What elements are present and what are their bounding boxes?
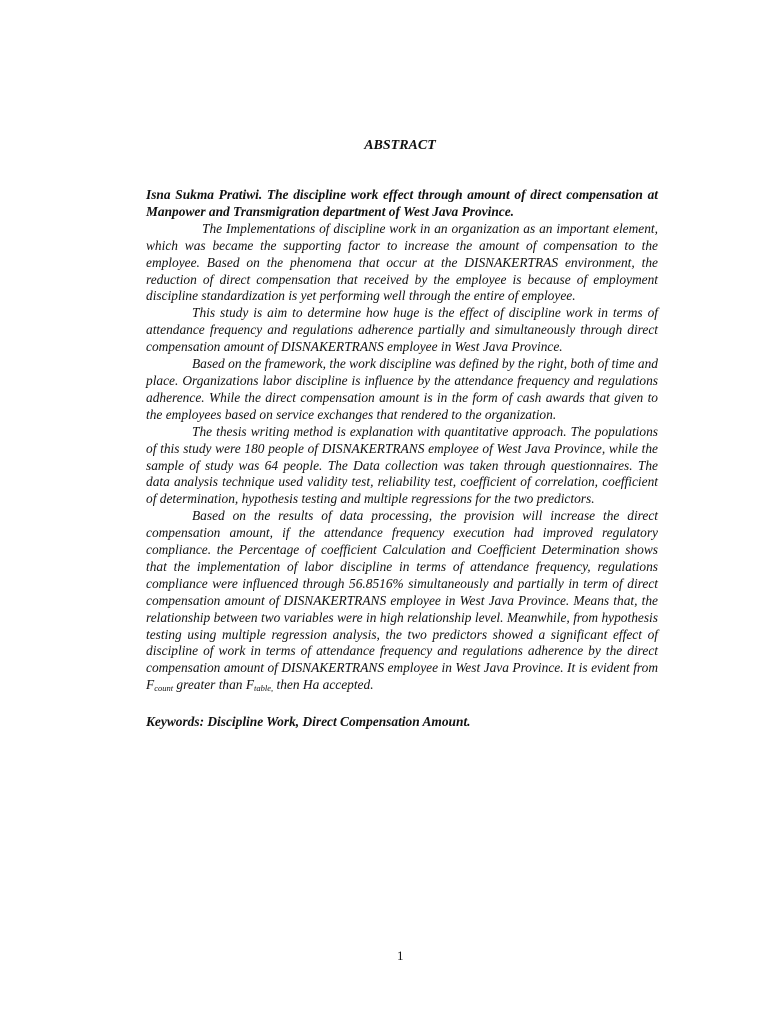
f-table-subscript: table,: [254, 683, 274, 694]
page-number: 1: [397, 948, 404, 963]
paragraph-5-text-before: Based on the results of data processing, the provision will increase the direct compensation amount, if the attendance frequency execution had improved regulatory compliance. the Percentage of coefficient Calculation and Coefficient Determination shows that the implementation of labor discipline in terms of attendance frequency, regulations compliance were influenced through 56.8516% simultaneously and partially in term of direct compensation amount of DISNAKERTRANS employee in West Java Province. Means that, the relationship between two variables were in high relationship level. Meanwhile, from hypothesis testing using multiple regression analysis, the two predictors showed a significant effect of discipline of work in terms of attendance frequency and regulations adherence by the direct compensation amount of DISNAKERTRANS employee in West Java Province. It is evident from F: [146, 508, 658, 693]
paragraph-2: This study is aim to determine how huge is the effect of discipline work in terms of attendance frequency and regulations adherence partially and simultaneously through direct compensation amount of DISNAKERTRANS employee in West Java Province.: [146, 305, 658, 355]
author-title-line: Isna Sukma Pratiwi. The discipline work effect through amount of direct compensation at Manpower and Transmigration department of West Java Province.: [146, 187, 658, 219]
paragraph-4: The thesis writing method is explanation with quantitative approach. The populations of this study were 180 people of DISNAKERTRANS employee of West Java Province, while the sample of study was 64 people. The Data collection was taken through questionnaires. The data analysis technique used validity test, reliability test, coefficient of correlation, coefficient of determination, hypothesis testing and multiple regressions for the two predictors.: [146, 423, 658, 507]
paragraph-5-text-middle: greater than F: [173, 677, 255, 693]
paragraph-5-text-after: then Ha accepted.: [273, 677, 374, 693]
keywords-line: Keywords: Discipline Work, Direct Compensation Amount.: [146, 714, 471, 730]
abstract-title: ABSTRACT: [364, 138, 436, 153]
paragraph-3: Based on the framework, the work discipline was defined by the right, both of time and place. Organizations labor discipline is influence by the attendance frequency and regulations adherence. While the direct compensation amount is in the form of cash awards that given to the employees based on service exchanges that rendered to the organization.: [146, 356, 658, 422]
f-count-subscript: count: [154, 683, 174, 694]
paragraph-1: The Implementations of discipline work in an organization as an important element, which was became the supporting factor to increase the amount of compensation to the employee. Based on the phenomena that occur at the DISNAKERTRAS environment, the reduction of direct compensation that received by the employee is because of employment discipline standardization is yet performing well through the entire of employee.: [146, 220, 658, 304]
paragraph-5: [146, 508, 658, 697]
abstract-body: [146, 187, 658, 731]
